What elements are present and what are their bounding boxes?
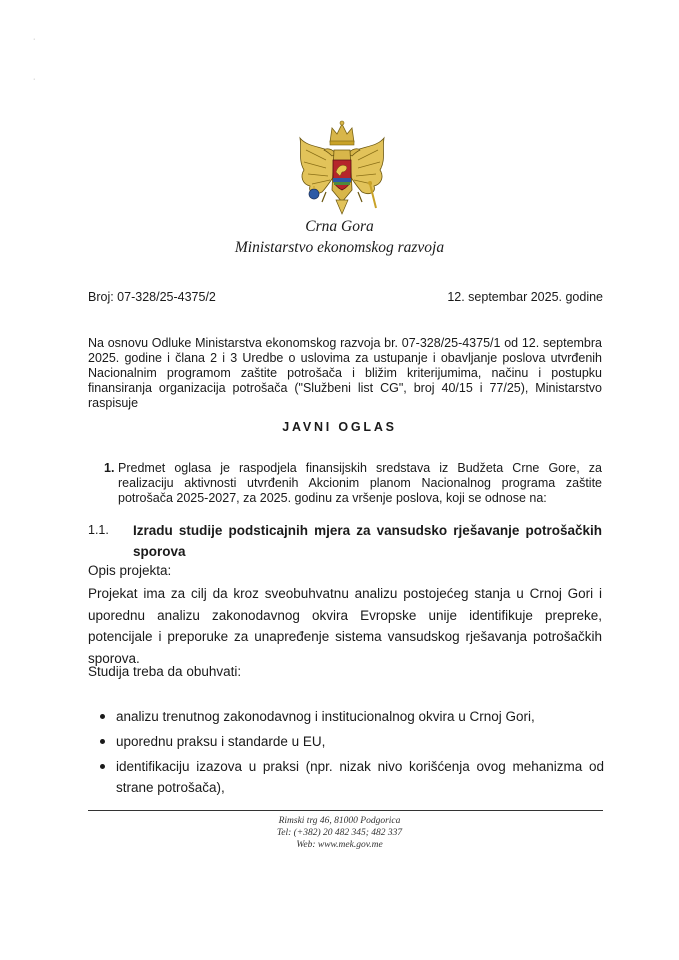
sub-item	[88, 520, 602, 562]
list-item-text: identifikaciju izazova u praksi (npr. nizak nivo korišćenja ovog mehanizma od strane potrošača),	[116, 759, 604, 795]
list-item	[88, 731, 604, 752]
bullet-dot-icon	[100, 739, 105, 744]
study-label: Studija treba da obuhvati:	[88, 664, 242, 679]
list-item-text: analizu trenutnog zakonodavnog i institucionalnog okvira u Crnoj Gori,	[116, 709, 535, 724]
study-list	[88, 706, 604, 802]
list-item	[88, 706, 604, 727]
ministry-name: Ministarstvo ekonomskog razvoja	[234, 239, 445, 256]
item-number: 1.	[104, 461, 115, 475]
country-name: Crna Gora	[305, 218, 374, 235]
footer-divider	[88, 810, 603, 811]
list-item	[104, 461, 602, 506]
document-number: Broj: 07-328/25-4375/2	[88, 290, 216, 304]
list-item-text: uporednu praksu i standarde u EU,	[116, 734, 326, 749]
list-item	[88, 756, 604, 798]
sub-item-title: Izradu studije podsticajnih mjera za vansudsko rješavanje potrošačkih sporova	[133, 523, 602, 559]
scan-marks: · ·	[33, 36, 36, 83]
coat-of-arms-icon	[296, 120, 388, 218]
intro-paragraph: Na osnovu Odluke Ministarstva ekonomskog razvoja br. 07-328/25-4375/1 od 12. septembra 2025. godine i člana 2 i 3 Uredbe o uslovima za ustupanje i obavljanje poslova utvrđenih Nacionalnim programom zaštite potrošača i bližim kriterijumima, načinu i postupku finansiranja organizacija potrošača ("Službeni list CG", broj 40/15 i 77/25), Ministarstvo raspisuje	[88, 336, 602, 410]
sub-item-number: 1.1.	[88, 523, 109, 537]
footer-address: Rimski trg 46, 81000 Podgorica	[278, 816, 401, 826]
footer-website: Web: www.mek.gov.me	[296, 840, 383, 850]
document-date: 12. septembar 2025. godine	[447, 290, 603, 304]
reference-line	[88, 290, 603, 304]
footer-phone: Tel: (+382) 20 482 345; 482 337	[276, 828, 403, 838]
project-description: Projekat ima za cilj da kroz sveobuhvatnu analizu postojećeg stanja u Crnoj Gori i uporednu analizu zakonodavnog okvira Evropske unije identifikuje prepreke, potencijale i preporuke za unapređenje sistema vansudskog rješavanja potrošačkih sporova.	[88, 586, 602, 666]
bullet-dot-icon	[100, 764, 105, 769]
bullet-dot-icon	[100, 714, 105, 719]
project-label: Opis projekta:	[88, 563, 172, 578]
document-title: JAVNI OGLAS	[282, 420, 397, 434]
item-text: Predmet oglasa je raspodjela finansijskih sredstava iz Budžeta Crne Gore, za realizaciju aktivnosti utvrđenih Akcionim planom Nacionalnog programa zaštite potrošača 2025-2027, za 2025. godinu za vršenje poslova, koji se odnose na:	[118, 461, 602, 505]
